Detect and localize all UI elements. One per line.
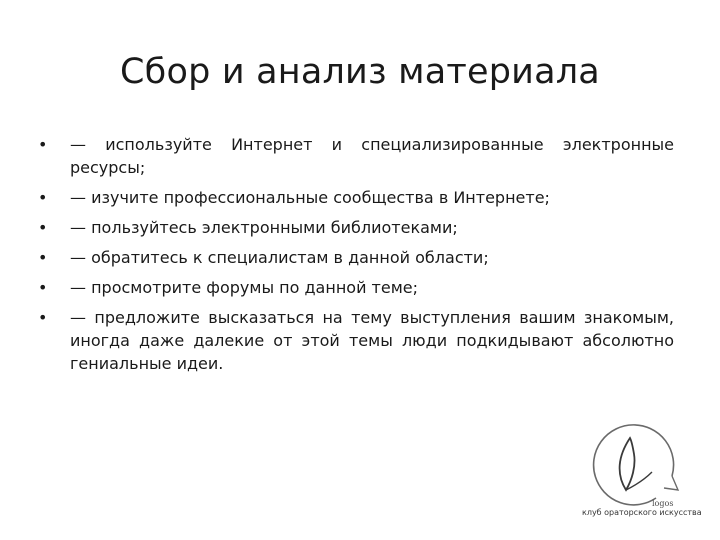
bullet-item-4 (38, 246, 674, 269)
bullet-text: — обратитесь к специалистам в данной области; (70, 248, 489, 267)
logo-graphic (586, 414, 682, 510)
bullet-dot-icon: • (38, 278, 48, 297)
bullet-dot-icon: • (38, 248, 48, 267)
bullet-item-3 (38, 216, 674, 239)
bullet-text: — используйте Интернет и специализированные электронные ресурсы; (70, 135, 674, 177)
bullet-dot-icon: • (38, 135, 48, 154)
logo-wordmark: logos (652, 499, 674, 508)
bullet-item-2 (38, 186, 674, 209)
slide-title: Сбор и анализ материала (120, 52, 600, 92)
bullet-text: — изучите профессиональные сообщества в Интернете; (70, 188, 550, 207)
bullet-dot-icon: • (38, 218, 48, 237)
bullet-text: — предложите высказаться на тему выступления вашим знакомым, иногда даже далекие от этой темы люди подкидывают абсолютно гениальные идеи. (70, 308, 674, 373)
bullet-dot-icon: • (38, 188, 48, 207)
bullet-dot-icon: • (38, 308, 48, 327)
bullet-text: — пользуйтесь электронными библиотеками; (70, 218, 458, 237)
bullet-list (38, 133, 674, 382)
bullet-text: — просмотрите форумы по данной теме; (70, 278, 419, 297)
bullet-item-5 (38, 276, 674, 299)
logo-caption: клуб ораторского искусства (582, 508, 702, 517)
bullet-item-1 (38, 133, 674, 179)
bullet-item-6 (38, 306, 674, 375)
